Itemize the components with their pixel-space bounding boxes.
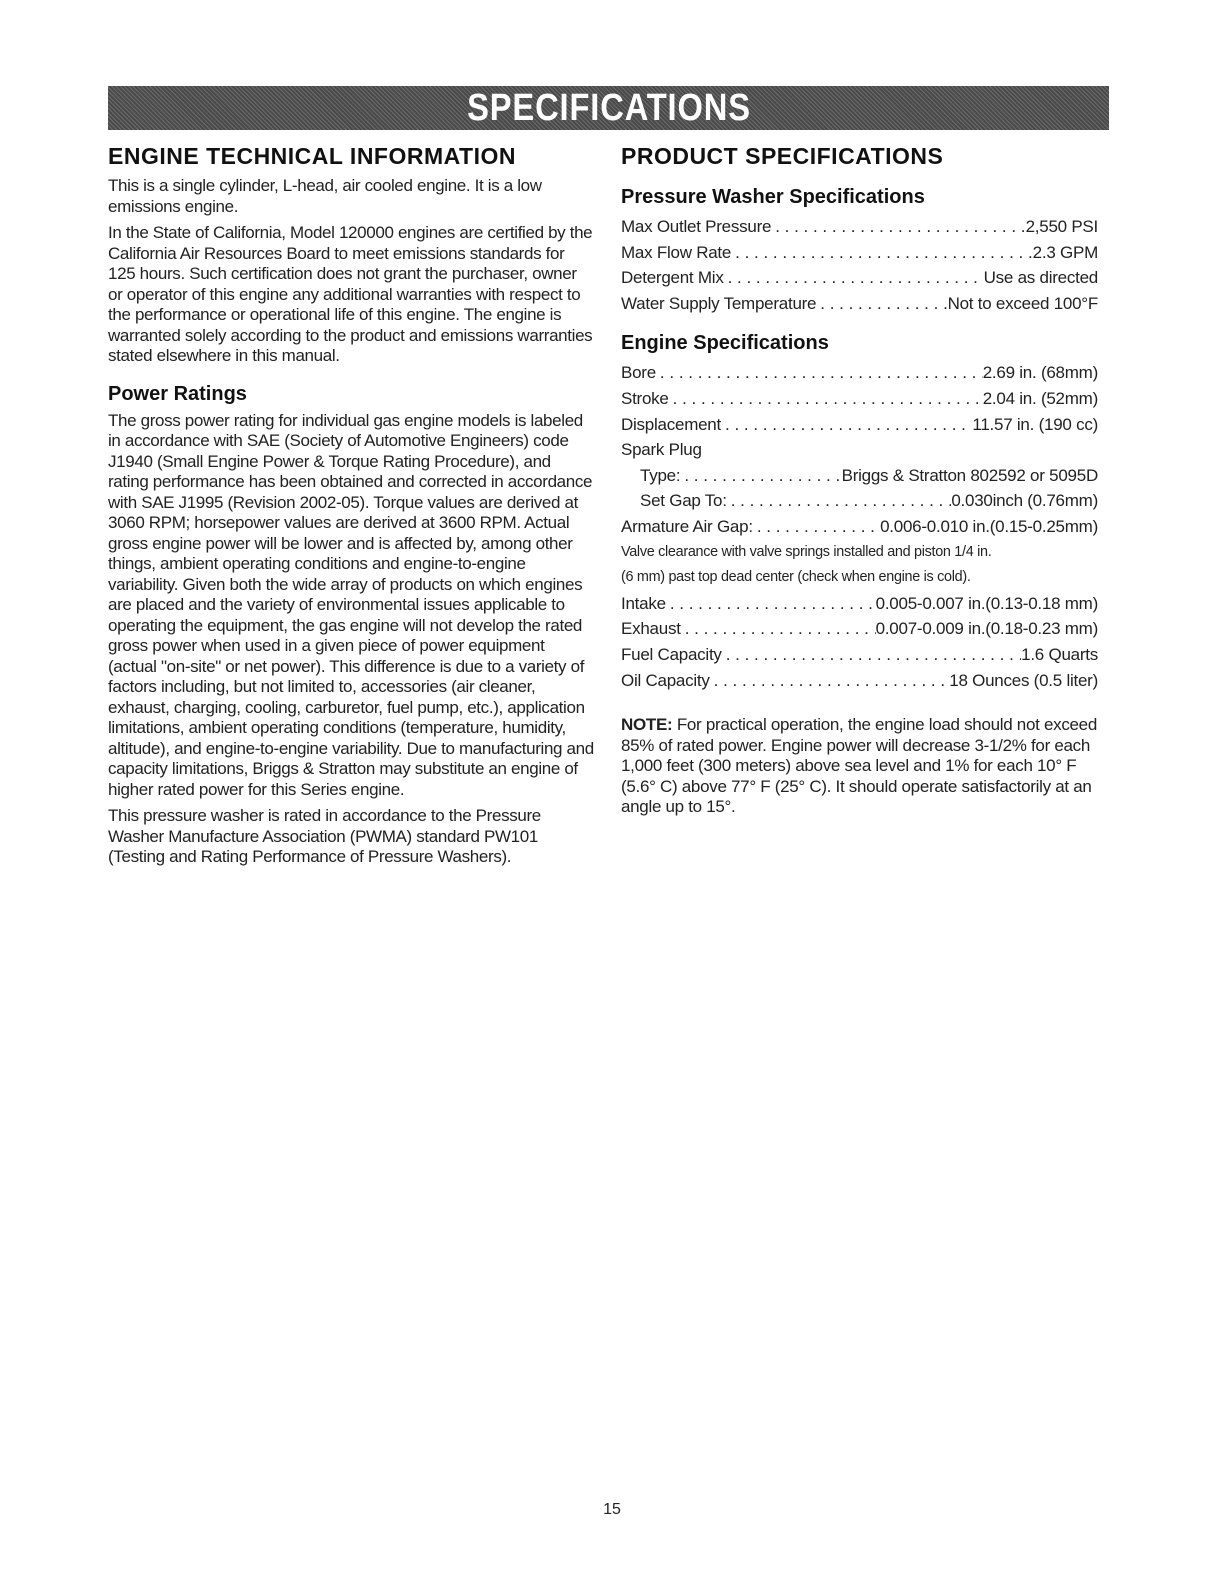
- engine-specifications-heading: Engine Specifications: [621, 332, 829, 355]
- dot-leader: [753, 514, 880, 540]
- spec-row: [621, 291, 1098, 317]
- spec-label: Intake: [621, 593, 666, 613]
- banner-title: SPECIFICATIONS: [466, 86, 751, 129]
- dot-leader: [721, 412, 972, 438]
- dot-leader: [669, 386, 983, 412]
- dot-leader: [731, 240, 1033, 266]
- note-label: NOTE:: [621, 715, 673, 735]
- spec-label: Exhaust: [621, 619, 681, 639]
- engine-spec-list: [621, 360, 1098, 693]
- spec-value: Use as directed: [983, 268, 1098, 288]
- dot-leader: [680, 463, 841, 489]
- dot-leader: [816, 291, 947, 317]
- dot-leader: [710, 668, 950, 694]
- dot-leader: [681, 616, 876, 642]
- spec-row: [621, 214, 1098, 240]
- spec-label: Displacement: [621, 414, 721, 434]
- specifications-banner: [108, 86, 1109, 130]
- product-specifications-column: [621, 142, 1098, 818]
- spec-row: [621, 463, 1098, 489]
- spec-label: Stroke: [621, 388, 669, 408]
- spec-label: Type:: [640, 465, 681, 485]
- spec-row: [621, 386, 1098, 412]
- spec-label: Set Gap To:: [640, 491, 727, 511]
- spec-label: Max Outlet Pressure: [621, 217, 772, 236]
- spec-value: 2.3 GPM: [1032, 242, 1098, 262]
- pressure-washer-specifications-heading: Pressure Washer Specifications: [621, 186, 925, 208]
- spec-value: 0.030inch (0.76mm): [951, 491, 1098, 511]
- product-specifications-heading: PRODUCT SPECIFICATIONS: [621, 143, 944, 169]
- spec-value: Briggs & Stratton 802592 or 5095D: [841, 465, 1098, 485]
- spec-label: Bore: [621, 363, 656, 383]
- spec-label: Armature Air Gap:: [621, 516, 753, 536]
- spec-label: Oil Capacity: [621, 670, 710, 690]
- spec-row: [621, 616, 1098, 642]
- spark-plug-label: Spark Plug: [621, 440, 702, 460]
- spec-value: 2,550 PSI: [1025, 217, 1098, 236]
- spec-row: [621, 591, 1098, 617]
- spec-label: Detergent Mix: [621, 268, 724, 288]
- spec-label: Fuel Capacity: [621, 644, 722, 664]
- engine-technical-information-column: [108, 142, 594, 874]
- spec-row: [621, 488, 1098, 514]
- pressure-washer-spec-list: [621, 214, 1098, 316]
- spec-row: [621, 514, 1098, 540]
- power-ratings-heading: Power Ratings: [108, 382, 247, 405]
- spec-value: 2.69 in. (68mm): [982, 363, 1098, 383]
- spec-row: [621, 668, 1098, 694]
- page-number: 15: [603, 1501, 621, 1518]
- valve-clearance-note: Valve clearance with valve springs installed and piston 1/4 in.: [621, 543, 992, 560]
- california-certification-paragraph: In the State of California, Model 120000 engines are certified by the California Air Resources Board to meet emissions standards for 125 hours. Such certification does not grant the purchaser, owner or operator of this engine any additional warranties with respect to the performance or operational life of this engine. The engine is warranted solely according to the product and emissions warranties stated elsewhere in this manual.: [108, 223, 593, 365]
- spec-value: 0.006-0.010 in.(0.15-0.25mm): [880, 516, 1098, 536]
- spec-value: 0.007-0.009 in.(0.18-0.23 mm): [875, 619, 1098, 639]
- spec-row: [621, 360, 1098, 386]
- operation-note: [621, 715, 1098, 818]
- spec-label: Max Flow Rate: [621, 242, 732, 262]
- spec-value: 11.57 in. (190 cc): [972, 414, 1098, 434]
- spec-row: [621, 642, 1098, 668]
- spec-value: 1.6 Quarts: [1021, 644, 1098, 664]
- spec-value: 0.005-0.007 in.(0.13-0.18 mm): [875, 593, 1098, 613]
- dot-leader: [666, 591, 876, 617]
- dot-leader: [727, 488, 952, 514]
- note-text: For practical operation, the engine load should not exceed 85% of rated power. Engine power will decrease 3-1/2% for each 1,000 feet (300 meters) above sea level and 1% for each 10° F (5.6° C) above 77° F (25° C). It should operate satisfactorily at an angle up to 15°.: [621, 715, 1097, 817]
- spec-row: [621, 265, 1098, 291]
- engine-technical-information-heading: ENGINE TECHNICAL INFORMATION: [108, 143, 516, 169]
- spec-value: 18 Ounces (0.5 liter): [949, 670, 1098, 690]
- spec-value: 2.04 in. (52mm): [982, 388, 1098, 408]
- dot-leader: [656, 360, 983, 386]
- spec-label: Water Supply Temperature: [621, 293, 817, 313]
- valve-clearance-note: (6 mm) past top dead center (check when engine is cold).: [621, 569, 971, 586]
- dot-leader: [771, 214, 1025, 240]
- spec-row: [621, 412, 1098, 438]
- dot-leader: [724, 265, 984, 291]
- spec-row: [621, 240, 1098, 266]
- spec-value: Not to exceed 100°F: [947, 293, 1098, 313]
- pwma-rating-paragraph: This pressure washer is rated in accordance to the Pressure Washer Manufacture Association (PWMA) standard PW101 (Testing and Rating Performance of Pressure Washers).: [108, 806, 541, 866]
- engine-description-paragraph: This is a single cylinder, L-head, air cooled engine. It is a low emissions engine.: [108, 176, 542, 216]
- dot-leader: [722, 642, 1021, 668]
- power-ratings-paragraph: The gross power rating for individual gas engine models is labeled in accordance with SAE (Society of Automotive Engineers) code J1940 (Small Engine Power & Torque Rating Procedure), and rating performance has been obtained and corrected in accordance with SAE J1995 (Revision 2002-05). Torque values are derived at 3060 RPM; horsepower values are derived at 3600 RPM. Actual gross engine power will be lower and is affected by, among other things, ambient operating conditions and engine-to-engine variability. Given both the wide array of products on which engines are placed and the variety of environmental issues applicable to operating the equipment, the gas engine will not develop the rated gross power when used in a given piece of power equipment (actual "on-site" or net power). This difference is due to a variety of factors including, but not limited to, accessories (air cleaner, exhaust, charging, cooling, carburetor, fuel pump, etc.), application limitations, ambient operating conditions (temperature, humidity, altitude), and engine-to-engine variability. Due to manufacturing and capacity limitations, Briggs & Stratton may substitute an engine of higher rated power for this Series engine.: [108, 410, 594, 799]
